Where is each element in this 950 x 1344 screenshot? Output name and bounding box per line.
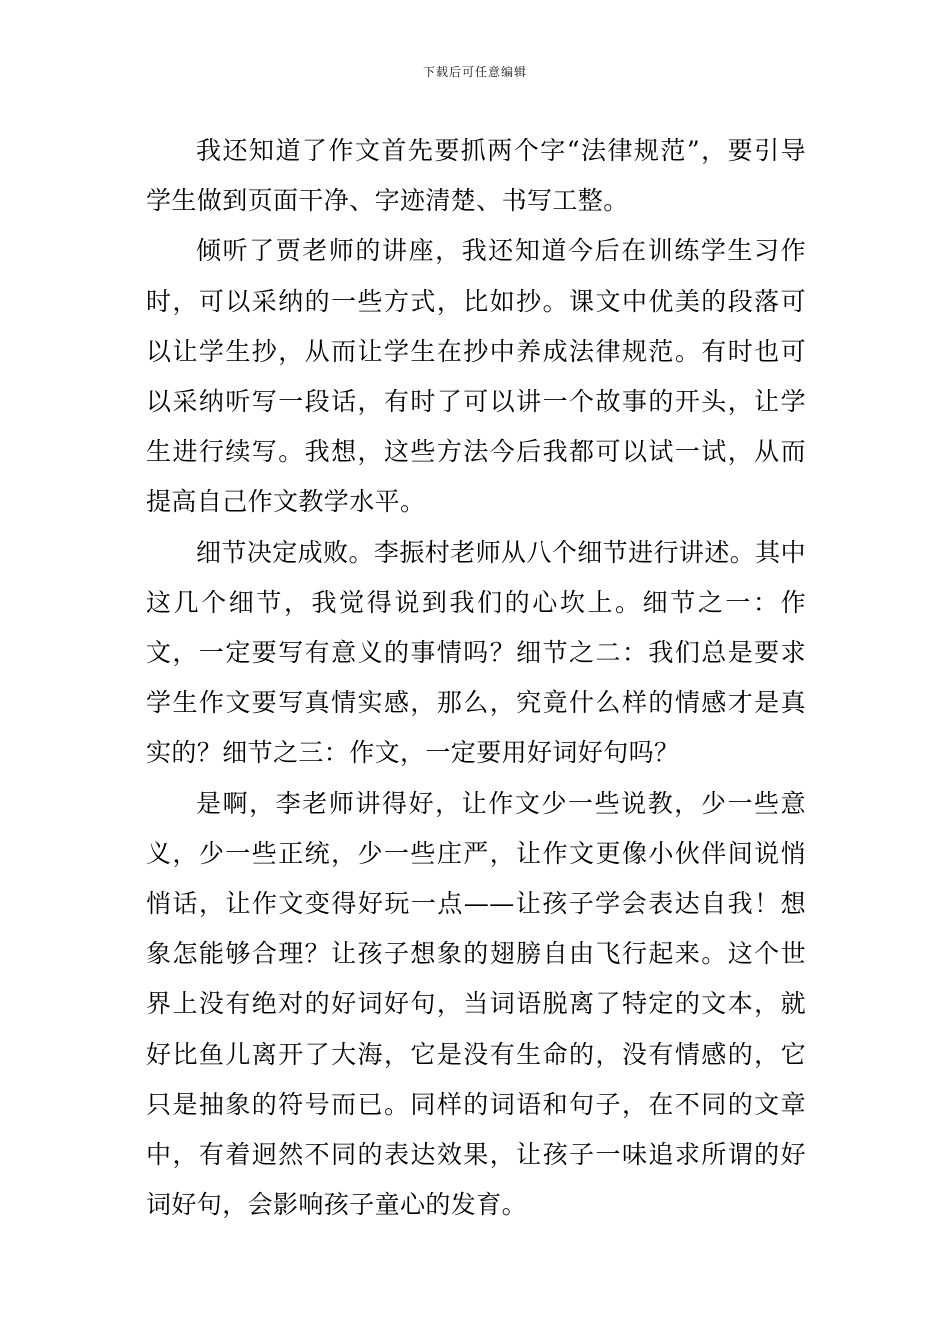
paragraph-1: 我还知道了作文首先要抓两个字“法律规范”，要引导学生做到页面干净、字迹清楚、书写工整。 (146, 136, 806, 216)
paragraph-4: 是啊，李老师讲得好，让作文少一些说教，少一些意义，少一些正统，少一些庄严，让作文更像小伙伴间说悄悄话，让作文变得好玩一点——让孩子学会表达自我！想象怎能够合理？让孩子想象的翅膀自由飞行起来。这个世界上没有绝对的好词好句，当词语脱离了特定的文本，就好比鱼儿离开了大海，它是没有生命的，没有情感的，它只是抽象的符号而已。同样的词语和句子，在不同的文章中，有着迥然不同的表达效果，让孩子一味追求所谓的好词好句，会影响孩子童心的发育。 (146, 788, 806, 1220)
page-header-note: 下载后可任意编辑 (422, 65, 527, 79)
paragraph-3: 细节决定成败。李振村老师从八个细节进行讲述。其中这几个细节，我觉得说到我们的心坎上。细节之一：作文，一定要写有意义的事情吗？细节之二：我们总是要求学生作文要写真情实感，那么，究竟什么样的情感才是真实的？细节之三：作文，一定要用好词好句吗？ (146, 537, 806, 768)
paragraph-2: 倾听了贾老师的讲座，我还知道今后在训练学生习作时，可以采纳的一些方式，比如抄。课文中优美的段落可以让学生抄，从而让学生在抄中养成法律规范。有时也可以采纳听写一段话，有时了可以讲一个故事的开头，让学生进行续写。我想，这些方法今后我都可以试一试，从而提高自己作文教学水平。 (146, 236, 806, 517)
document-body (146, 126, 806, 1230)
